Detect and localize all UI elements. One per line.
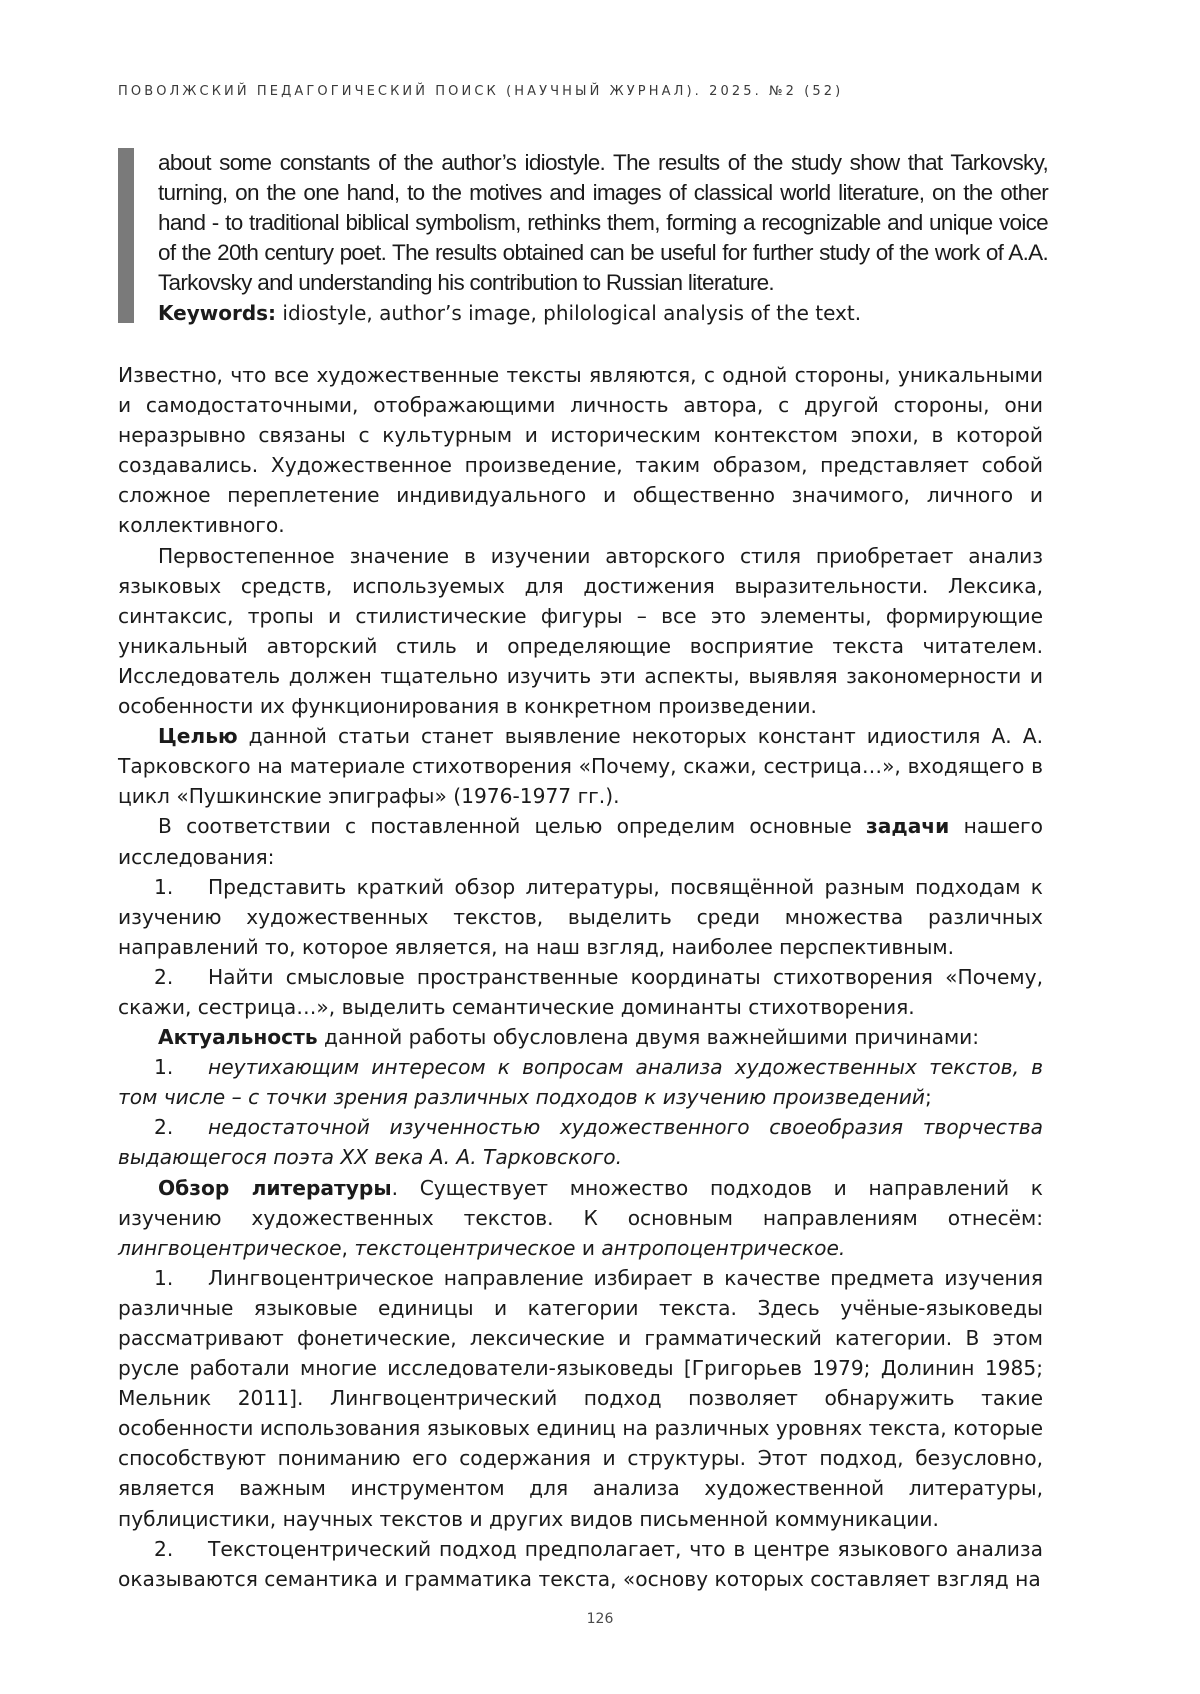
- keywords-list: idiostyle, author’s image, philological analysis of the text.: [282, 301, 862, 325]
- approach-textocentric: текстоцентрическое: [354, 1235, 576, 1260]
- tasks-intro-text: В соответствии с поставленной целью определим основные: [158, 814, 867, 839]
- abstract-body: about some constants of the author’s idiostyle. The results of the study show that Tarkovsky, turning, on the one hand, to the motives and images of classical world literature, on the other hand - to traditional biblical symbolism, rethinks them, forming a recognizable and unique voice of the 20th century poet. The results obtained can be useful for further study of the work of A.A. Tarkovsky and understanding his contribution to Russian literature.: [158, 150, 1048, 295]
- paragraph-tasks-intro: [118, 811, 1043, 871]
- keywords-label: Keywords:: [158, 301, 277, 325]
- paragraph-literature-review: [118, 1173, 1043, 1263]
- page-number: 126: [586, 1611, 614, 1627]
- review-separator: и: [575, 1235, 602, 1260]
- reason-item: [118, 1052, 1043, 1112]
- approach-text: Лингвоцентрическое направление избирает в качестве предмета изучения различные языковые единицы и категории текста. Здесь учёные-языковеды рассматривают фонетические, лексические и грамматический категории. В этом русле работали многие исследователи-языковеды [Григорьев 1979; Долинин 1985; Мельник 2011]. Лингвоцентрический подход позволяет обнаружить такие особенности использования языковых единиц на различных уровнях текста, которые способствуют пониманию его содержания и структуры. Этот подход, безусловно, является важным инструментом для анализа художественной литературы, публицистики, научных текстов и других видов письменной коммуникации.: [118, 1265, 1043, 1531]
- paragraph-goal: [118, 721, 1043, 811]
- review-text: . Существует множество подходов и направлений к изучению художественных текстов. К основным направлениям отнесём:: [118, 1175, 1043, 1230]
- review-separator: ,: [341, 1235, 355, 1260]
- article-body: [118, 360, 1043, 1594]
- relevance-label: Актуальность: [158, 1025, 318, 1050]
- task-text: Представить краткий обзор литературы, посвящённой разным подходам к изучению художественных текстов, выделить среди множества различных направлений то, которое является, на наш взгляд, наиболее перспективным.: [118, 874, 1043, 959]
- task-text: Найти смысловые пространственные координаты стихотворения «Почему, скажи, сестрица…», выделить семантические доминанты стихотворения.: [118, 964, 1043, 1019]
- abstract-block: [118, 148, 1048, 328]
- goal-label: Целью: [158, 724, 238, 749]
- approach-item: [118, 1263, 1043, 1534]
- approach-number: 1.: [154, 1265, 174, 1290]
- reason-number: 1.: [154, 1055, 174, 1080]
- paragraph-relevance: [118, 1022, 1043, 1052]
- task-number: 2.: [154, 964, 174, 989]
- reason-text: неутихающим интересом к вопросам анализа художественных текстов, в том числе – с точки зрения различных подходов к изучению произведений: [118, 1055, 1043, 1110]
- reason-item: [118, 1112, 1043, 1172]
- paragraph-intro: Известно, что все художественные тексты являются, с одной стороны, уникальными и самодостаточными, отображающими личность автора, с другой стороны, они неразрывно связаны с культурным и историческим контекстом эпохи, в которой создавались. Художественное произведение, таким образом, представляет собой сложное переплетение индивидуального и общественно значимого, личного и коллективного.: [118, 363, 1043, 538]
- approach-anthropocentric: антропоцентрическое.: [601, 1235, 846, 1260]
- approach-linguocentric: лингвоцентрическое: [118, 1235, 342, 1260]
- abstract-side-bar: [118, 148, 134, 323]
- relevance-text: данной работы обусловлена двумя важнейшими причинами:: [317, 1025, 980, 1050]
- paragraph-style-analysis: Первостепенное значение в изучении авторского стиля приобретает анализ языковых средств, используемых для достижения выразительности. Лексика, синтаксис, тропы и стилистические фигуры – все это элементы, формирующие уникальный авторский стиль и определяющие восприятие текста читателем. Исследователь должен тщательно изучить эти аспекты, выявляя закономерности и особенности их функционирования в конкретном произведении.: [118, 543, 1043, 719]
- keywords-line: [158, 298, 1048, 328]
- approach-text: Текстоцентрический подход предполагает, что в центре языкового анализа оказываются семантика и грамматика текста, «основу которых составляет взгляд на: [118, 1536, 1043, 1591]
- tasks-label: задачи: [866, 814, 950, 839]
- task-item: [118, 872, 1043, 962]
- approach-item: [118, 1534, 1043, 1594]
- reason-text: недостаточной изученностью художественного своеобразия творчества выдающегося поэта XX века А. А. Тарковского.: [118, 1115, 1043, 1170]
- task-item: [118, 962, 1043, 1022]
- approach-number: 2.: [154, 1536, 174, 1561]
- abstract-text: [158, 148, 1048, 328]
- running-header: ПОВОЛЖСКИЙ ПЕДАГОГИЧЕСКИЙ ПОИСК (НАУЧНЫЙ ЖУРНАЛ). 2025. №2 (52): [118, 84, 844, 99]
- reason-number: 2.: [154, 1115, 174, 1140]
- reason-tail: ;: [924, 1085, 932, 1110]
- task-number: 1.: [154, 874, 174, 899]
- tasks-intro-tail: нашего исследования:: [118, 814, 1043, 869]
- goal-text: данной статьи станет выявление некоторых констант идиостиля А. А. Тарковского на материале стихотворения «Почему, скажи, сестрица…», входящего в цикл «Пушкинские эпиграфы» (1976-1977 гг.).: [118, 724, 1043, 809]
- review-label: Обзор литературы: [158, 1175, 392, 1200]
